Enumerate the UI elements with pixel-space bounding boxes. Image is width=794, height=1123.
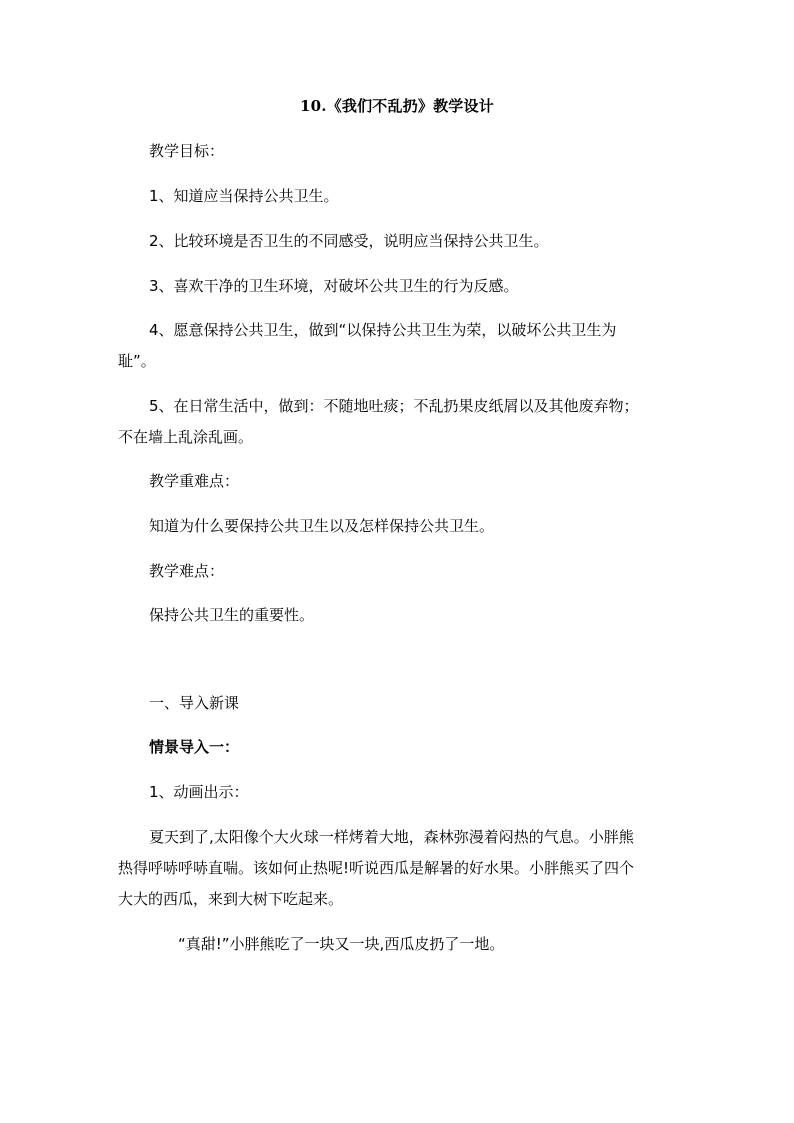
key-points-heading: 教学重难点： — [149, 472, 240, 490]
difficulty-heading: 教学难点： — [149, 562, 225, 580]
animation-label: 1、动画出示： — [149, 783, 249, 801]
objective-item-5: 5、在日常生活中，做到：不随地吐痰；不乱扔果皮纸屑以及其他废弃物； — [149, 397, 639, 415]
objectives-heading: 教学目标： — [149, 142, 225, 160]
objective-item-5-continuation: 不在墙上乱涂乱画。 — [118, 428, 254, 446]
story-line-3: 大大的西瓜，来到大树下吃起来。 — [118, 890, 344, 908]
story-line-2: 热得呼哧呼哧直喘。该如何止热呢!听说西瓜是解暑的好水果。小胖熊买了四个 — [118, 859, 635, 877]
objective-item-4-continuation: 耻”。 — [118, 352, 156, 370]
scenario-heading: 情景导入一： — [149, 738, 240, 756]
objective-item-3: 3、喜欢干净的卫生环境，对破坏公共卫生的行为反感。 — [149, 277, 519, 295]
key-points-text: 知道为什么要保持公共卫生以及怎样保持公共卫生。 — [149, 517, 495, 535]
objective-item-4: 4、愿意保持公共卫生，做到“以保持公共卫生为荣，以破坏公共卫生为 — [149, 321, 617, 339]
objective-item-2: 2、比较环境是否卫生的不同感受，说明应当保持公共卫生。 — [149, 232, 549, 250]
objective-item-1: 1、知道应当保持公共卫生。 — [149, 187, 339, 205]
story-line-1: 夏天到了,太阳像个大火球一样烤着大地，森林弥漫着闷热的气息。小胖熊 — [149, 828, 634, 846]
document-title: 10.《我们不乱扔》教学设计 — [300, 97, 494, 115]
section-one-heading: 一、导入新课 — [149, 694, 240, 712]
difficulty-text: 保持公共卫生的重要性。 — [149, 606, 315, 624]
quote-line: “真甜!”小胖熊吃了一块又一块,西瓜皮扔了一地。 — [178, 935, 505, 953]
